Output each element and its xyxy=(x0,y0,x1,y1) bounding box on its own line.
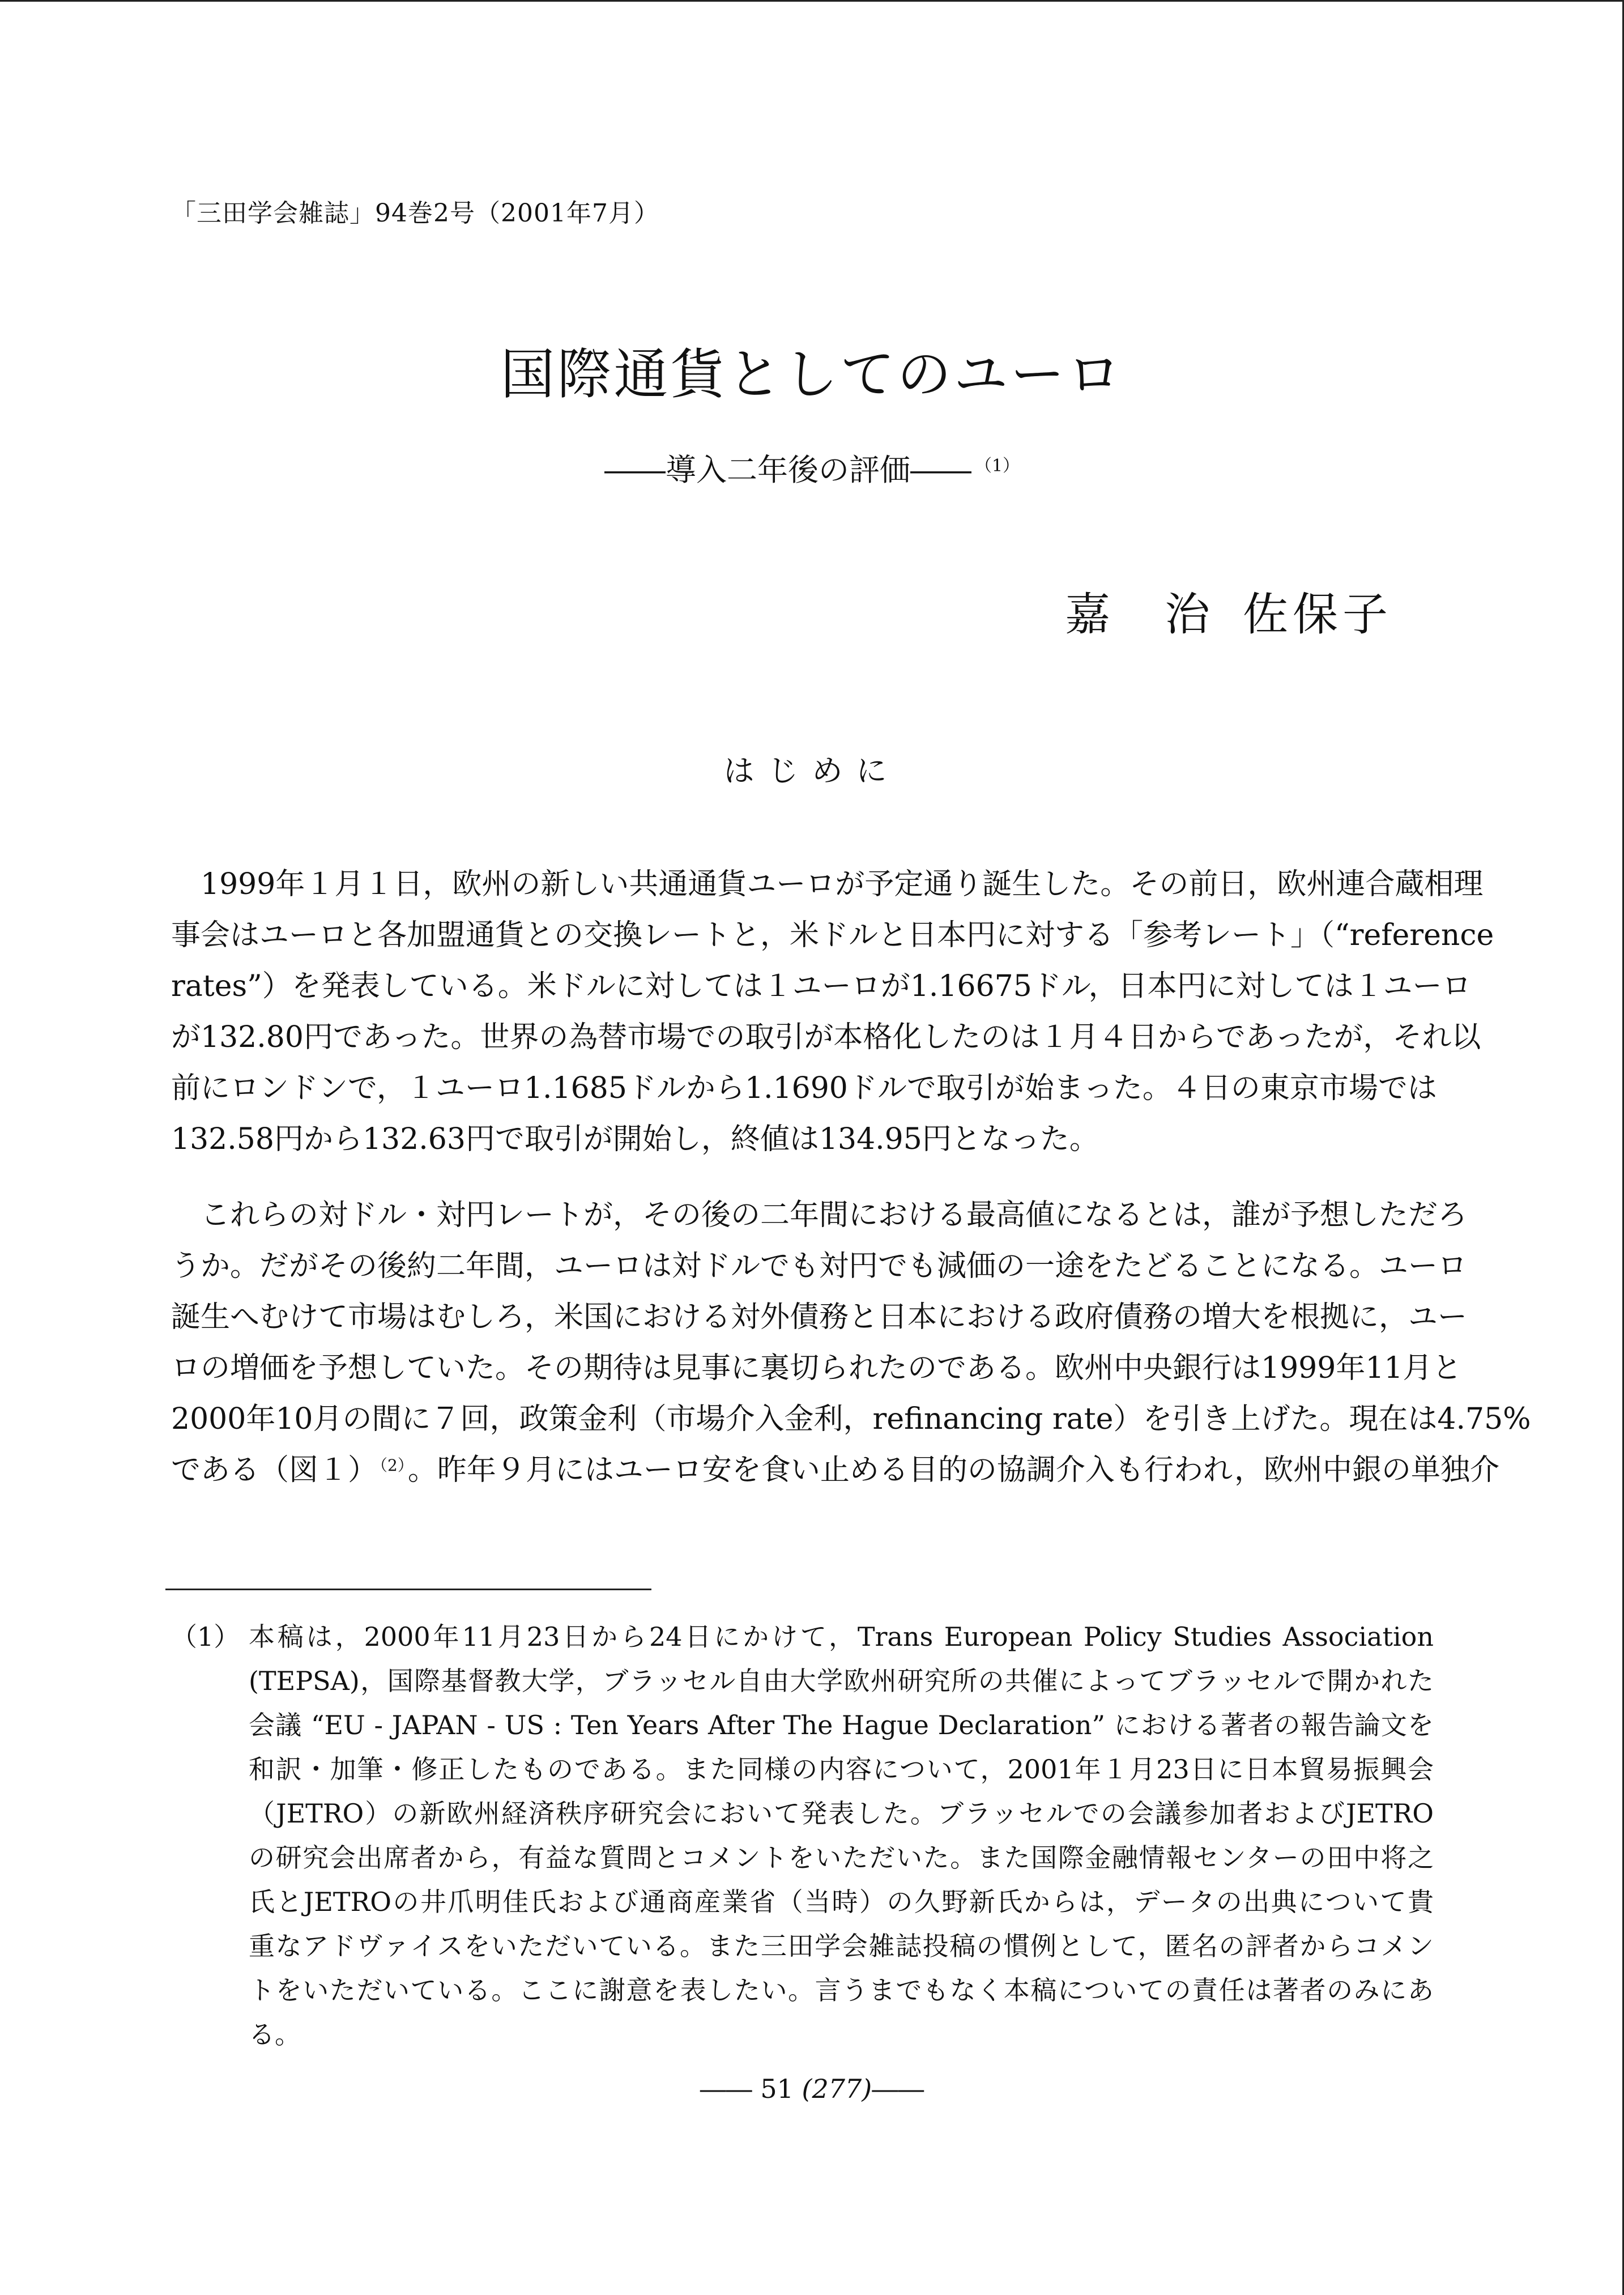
text-line: 事会はユーロと各加盟通貨との交換レートと，米ドルと日本円に対する「参考レート」（“reference xyxy=(171,918,1494,952)
author-family-name: 嘉 治 xyxy=(1065,588,1214,641)
text-line: 誕生へむけて市場はむしろ，米国における対外債務と日本における政府債務の増大を根拠に，ユー xyxy=(171,1300,1468,1334)
footnote-line: (TEPSA)，国際基督教大学，ブラッセル自由大学欧州研究所の共催によってブラッセルで開かれた xyxy=(249,1666,1434,1696)
article-title: 国際通貨としてのユーロ xyxy=(500,343,1124,406)
text-span: 。昨年９月にはユーロ安を食い止める目的の協調介入も行われ，欧州中銀の単独介 xyxy=(407,1453,1499,1487)
text-line: ロの増価を予想していた。その期待は見事に裏切られたのである。欧州中央銀行は1999年11月と xyxy=(171,1351,1462,1385)
page-border-top xyxy=(0,0,1624,2)
footnote-line: （JETRO）の新欧州経済秩序研究会において発表した。ブラッセルでの会議参加者およびJETRO xyxy=(249,1798,1434,1829)
author-given-name: 佐保子 xyxy=(1243,588,1392,641)
text-line: 1999年１月１日，欧州の新しい共通通貨ユーロが予定通り誕生した。その前日，欧州連合蔵相理 xyxy=(201,867,1484,901)
dash: ―― xyxy=(872,2073,924,2104)
footnote-line: 和訳・加筆・修正したものである。また同様の内容について，2001年１月23日に日本貿易振興会 xyxy=(249,1754,1434,1785)
author-name xyxy=(1065,578,1392,643)
footnote-line: る。 xyxy=(249,2019,301,2050)
page-number-value: 51 xyxy=(760,2073,794,2104)
paragraph-2 xyxy=(171,1190,1531,1496)
footnote-ref-2[interactable]: （2） xyxy=(380,1456,406,1475)
text-line: rates”）を発表している。米ドルに対しては１ユーロが1.16675ドル，日本円に対しては１ユーロ xyxy=(171,969,1472,1003)
dash: ―― xyxy=(700,2073,752,2104)
footnote-line: の研究会出席者から，有益な質問とコメントをいただいた。また国際金融情報センターの田中将之 xyxy=(249,1842,1434,1873)
footnote-number: （1） xyxy=(171,1621,240,1652)
page-number xyxy=(0,2073,1624,2104)
article-subtitle xyxy=(0,448,1624,498)
section-heading: はじめに xyxy=(723,753,901,789)
footnote-line: 会議 “EU - JAPAN - US : Ten Years After The Hague Declaration” における著者の報告論文を xyxy=(249,1710,1434,1740)
text-line xyxy=(171,1445,1499,1496)
journal-header: 「三田学会雑誌」94巻2号（2001年7月） xyxy=(171,199,659,228)
footnote-1 xyxy=(171,1615,1434,2056)
footnote-line: 氏とJETROの井爪明佳氏および通商産業省（当時）の久野新氏からは，データの出典について貴 xyxy=(249,1887,1434,1917)
footnote-divider xyxy=(165,1589,651,1590)
paragraph-1 xyxy=(171,859,1494,1165)
footnote-line: トをいただいている。ここに謝意を表したい。言うまでもなく本稿についての責任は著者のみにあ xyxy=(249,1975,1434,2006)
subtitle-text: ――導入二年後の評価―― xyxy=(604,452,971,488)
cumulative-page-number: (277) xyxy=(802,2073,872,2104)
text-span: である（図１） xyxy=(171,1453,378,1487)
footnote-ref-1[interactable]: （1） xyxy=(974,456,1020,476)
text-line: が132.80円であった。世界の為替市場での取引が本格化したのは１月４日からであったが，それ以 xyxy=(171,1020,1481,1054)
text-line: 132.58円から132.63円で取引が開始し，終値は134.95円となった。 xyxy=(171,1122,1099,1156)
text-line: 2000年10月の間に７回，政策金利（市場介入金利，refinancing rate）を引き上げた。現在は4.75% xyxy=(171,1402,1531,1436)
footnote-line: 重なアドヴァイスをいただいている。また三田学会雑誌投稿の慣例として，匿名の評者からコメン xyxy=(249,1931,1434,1961)
text-line: 前にロンドンで，１ユーロ1.1685ドルから1.1690ドルで取引が始まった。４日の東京市場では xyxy=(171,1071,1437,1105)
text-line: これらの対ドル・対円レートが，その後の二年間における最高値になるとは，誰が予想しただろ xyxy=(201,1198,1468,1232)
text-line: うか。だがその後約二年間，ユーロは対ドルでも対円でも減価の一途をたどることになる。ユーロ xyxy=(171,1249,1468,1283)
footnote-line: 本稿は，2000年11月23日から24日にかけて，Trans European Policy Studies Association xyxy=(249,1621,1434,1652)
